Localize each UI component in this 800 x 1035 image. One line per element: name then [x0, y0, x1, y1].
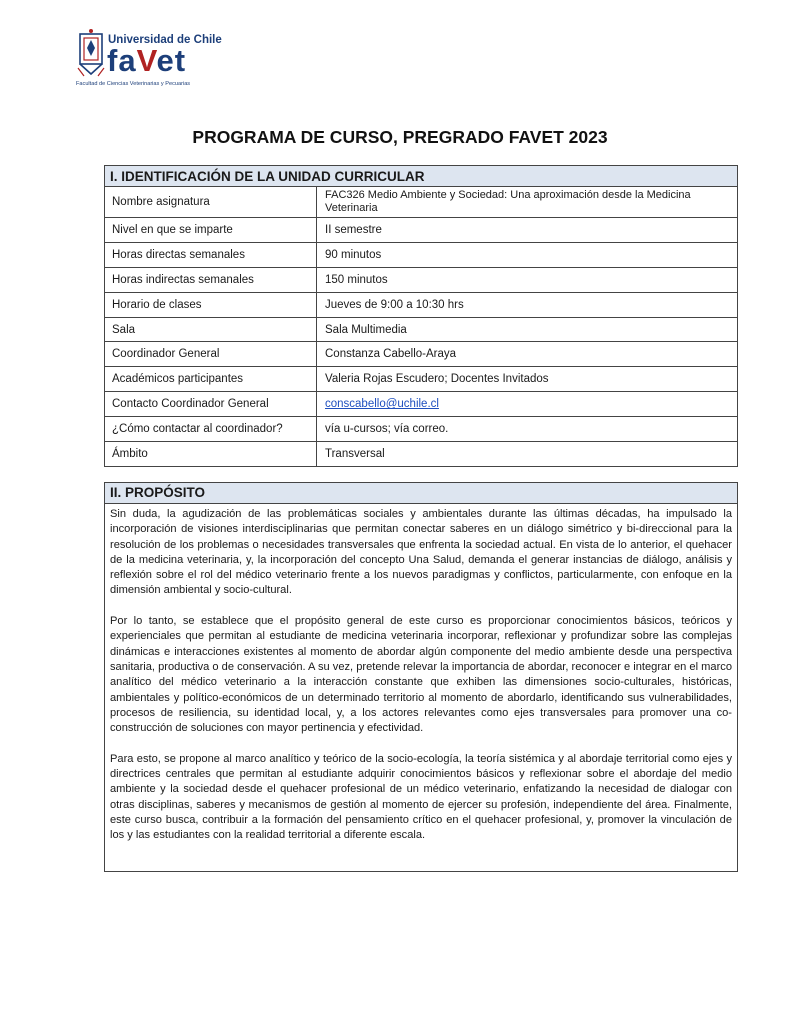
- table-row: [105, 187, 738, 218]
- row-value: Valeria Rojas Escudero; Docentes Invitados: [317, 367, 738, 392]
- table-row: [105, 242, 738, 267]
- purpose-paragraph: Por lo tanto, se establece que el propósito general de este curso es proporcionar conocimientos básicos, teóricos y experienciales que permitan al estudiante de medicina veterinaria incorporar, reflexionar y profundizar sobre las complejas dinámicas e interacciones existentes al momento de abordar algún componente del medio ambiente desde una perspectiva sanitaria, productiva o de conservación. A su vez, pretende relevar la importancia de abordar, reconocer e integrar en el marco analítico del médico veterinario a la interacción constante que exhiben las dimensiones socio-culturales, históricas, ambientales y político-económicos de un determinado territorio al momento de abordarlo, identificando sus vulnerabilidades, procesos de resiliencia, su identidad local, y, a los actores relevantes como ejes transversales para promover una co-construcción de soluciones con mayor pertinencia y efectividad.: [110, 615, 732, 735]
- brand-part-1: fa: [107, 43, 137, 78]
- row-label: Sala: [105, 317, 317, 342]
- table-row: [105, 292, 738, 317]
- purpose-body: [105, 504, 737, 844]
- row-value: Jueves de 9:00 a 10:30 hrs: [317, 292, 738, 317]
- row-value: Transversal: [317, 442, 738, 467]
- purpose-paragraph: Para esto, se propone al marco analítico y teórico de la socio-ecología, la teoría sistémica y al abordaje territorial como ejes y directrices centrales que permitan al estudiante adquirir conocimientos básicos y reflexionar sobre el abordaje del medio ambiente y la sociedad desde el quehacer profesional de un médico veterinario, enfatizando la necesidad de dialogar con otras disciplinas, saberes y mecanismos de gestión al momento de ejercer su profesión, independiente del área. Finalmente, este curso busca, contribuir a la formación del pensamiento crítico en el quehacer profesional, y, promover la vinculación de los y las estudiantes con la realidad territorial a diferente escala.: [110, 752, 732, 842]
- purpose-paragraph: Sin duda, la agudización de las problemáticas sociales y ambientales durante las últimas décadas, ha impulsado la incorporación de visiones interdisciplinarias que permitan conectar saberes en un diálogo simétrico y bi-direccional para la resolución de los problemas o necesidades transversales que enfrenta la sociedad actual. En vista de lo anterior, el quehacer de la medicina veterinaria, y, la incorporación del concepto Una Salud, demanda el generar instancias de diálogo, análisis y reflexión sobre el rol del médico veterinario frente a los nuevos paradigmas y conflictos, particularmente, con enfoque en la dimensión ambiental y socio-cultural.: [110, 508, 732, 597]
- identification-heading: I. IDENTIFICACIÓN DE LA UNIDAD CURRICULAR: [105, 166, 738, 187]
- university-seal-icon: [76, 28, 106, 80]
- row-label: Nivel en que se imparte: [105, 218, 317, 243]
- brand-part-2: V: [136, 43, 157, 78]
- row-label: Coordinador General: [105, 342, 317, 367]
- coordinator-email-link[interactable]: conscabello@uchile.cl: [325, 398, 439, 411]
- row-value: FAC326 Medio Ambiente y Sociedad: Una aproximación desde la Medicina Veterinaria: [317, 187, 738, 218]
- row-value-cell: [317, 392, 738, 417]
- table-row: [105, 417, 738, 442]
- identification-table: [104, 165, 738, 467]
- purpose-section: [104, 482, 738, 872]
- row-label: Horas directas semanales: [105, 242, 317, 267]
- row-value: Sala Multimedia: [317, 317, 738, 342]
- table-row: [105, 317, 738, 342]
- table-row: [105, 218, 738, 243]
- table-row: [105, 342, 738, 367]
- row-label: Horas indirectas semanales: [105, 267, 317, 292]
- row-label: Nombre asignatura: [105, 187, 317, 218]
- row-value: vía u-cursos; vía correo.: [317, 417, 738, 442]
- row-label: ¿Cómo contactar al coordinador?: [105, 417, 317, 442]
- page-title: PROGRAMA DE CURSO, PREGRADO FAVET 2023: [192, 127, 608, 147]
- faculty-name: Facultad de Ciencias Veterinarias y Pecuarias: [76, 81, 191, 87]
- university-name: Universidad de Chile: [108, 34, 222, 46]
- row-value: 90 minutos: [317, 242, 738, 267]
- row-value: II semestre: [317, 218, 738, 243]
- brand-part-3: et: [156, 43, 187, 78]
- row-value: 150 minutos: [317, 267, 738, 292]
- brand-wordmark: [107, 44, 186, 78]
- table-row: [105, 367, 738, 392]
- row-label: Académicos participantes: [105, 367, 317, 392]
- table-row: [105, 442, 738, 467]
- table-row: [105, 392, 738, 417]
- row-value: Constanza Cabello-Araya: [317, 342, 738, 367]
- row-label: Horario de clases: [105, 292, 317, 317]
- purpose-heading: II. PROPÓSITO: [105, 483, 737, 504]
- row-label: Ámbito: [105, 442, 317, 467]
- row-label: Contacto Coordinador General: [105, 392, 317, 417]
- faculty-logo: [76, 28, 226, 90]
- table-row: [105, 267, 738, 292]
